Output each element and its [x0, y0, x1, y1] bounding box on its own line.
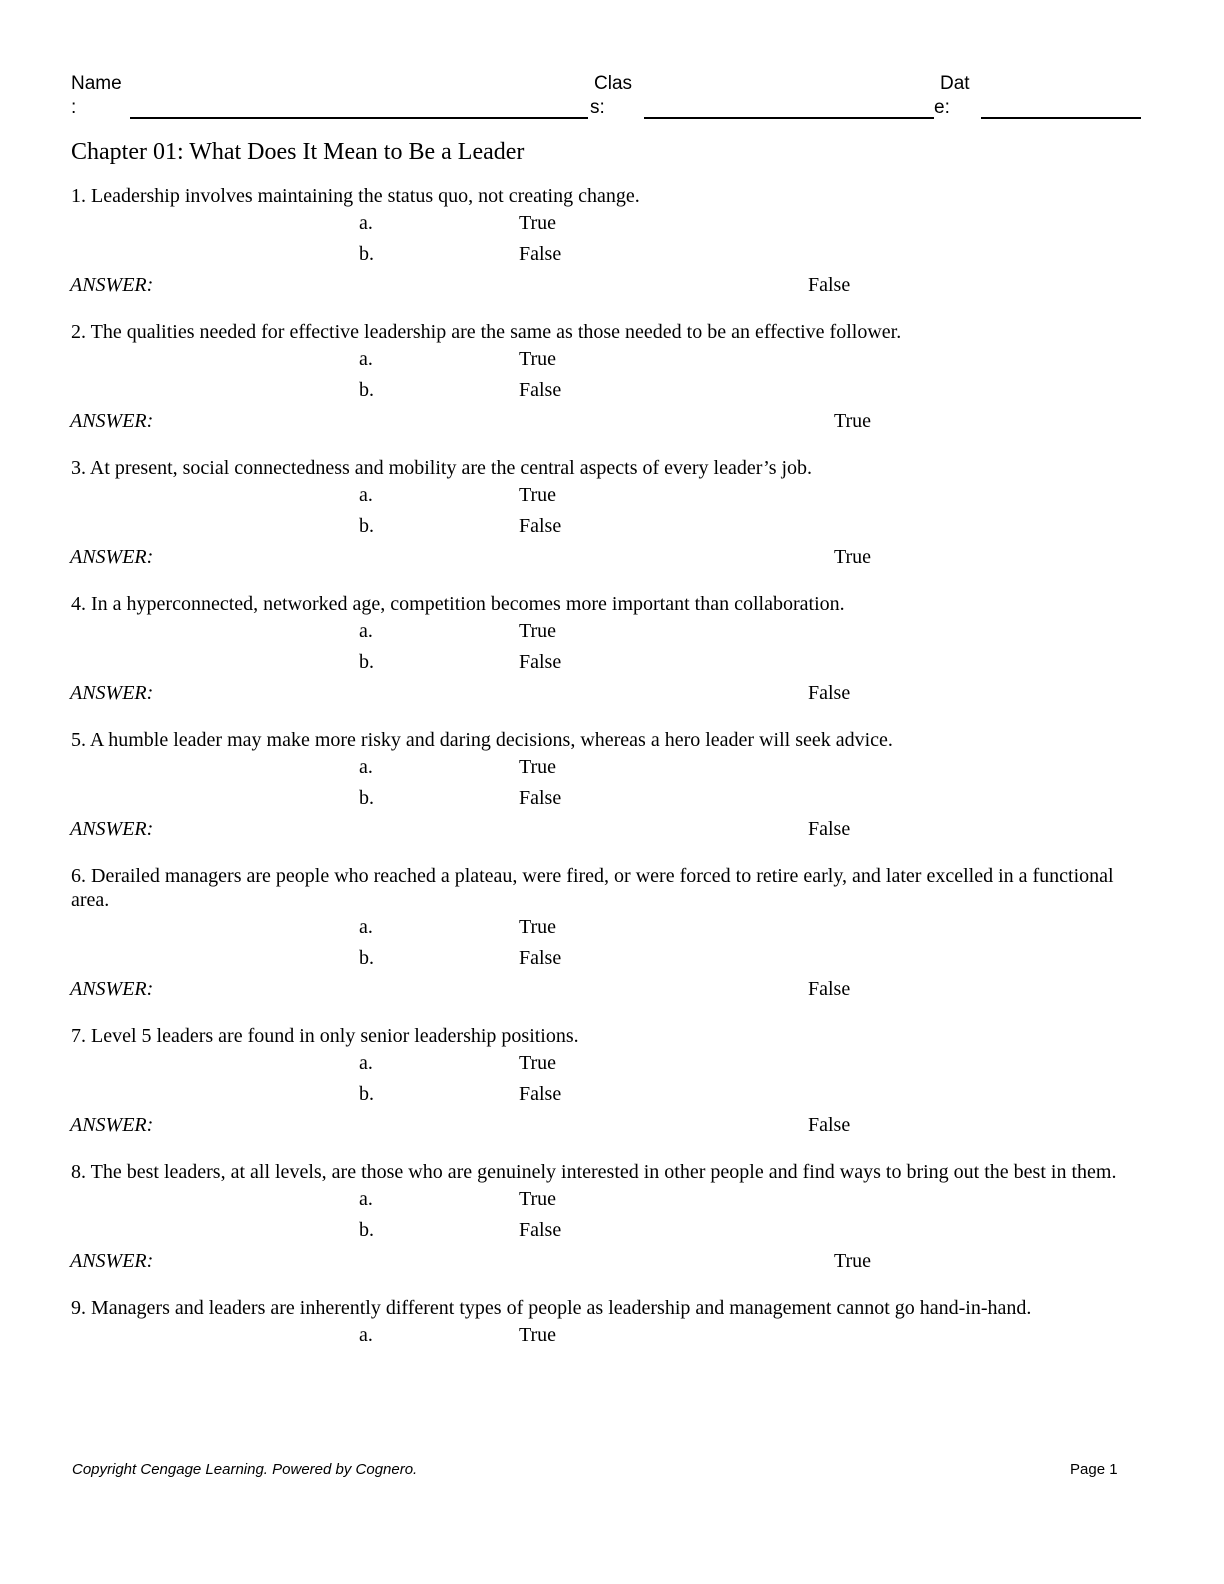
class-label-top: Clas — [594, 73, 633, 94]
footer-copyright: Copyright Cengage Learning. Powered by Cognero. — [72, 1461, 418, 1478]
option-text: False — [519, 1219, 562, 1241]
option-text: True — [519, 756, 557, 778]
answer-row — [0, 814, 1224, 845]
option-text: False — [519, 651, 562, 673]
name-label-top: Name — [71, 73, 122, 94]
answer-label: ANSWER: — [70, 410, 154, 432]
option-letter: a. — [359, 1324, 373, 1346]
answer-value: True — [834, 546, 872, 568]
question-stem: 5. A humble leader may make more risky and daring decisions, whereas a hero leader will seek advice. — [71, 729, 893, 751]
question-7 — [0, 1024, 1224, 1141]
question-stem: 8. The best leaders, at all levels, are those who are genuinely interested in other people and find ways to bring out the best in them. — [71, 1161, 1117, 1183]
option-text: True — [519, 1052, 557, 1074]
question-1 — [0, 184, 1224, 301]
option-text: True — [519, 484, 557, 506]
name-label-bottom: : — [71, 97, 77, 118]
footer-page-number: Page 1 — [1070, 1461, 1118, 1478]
option-letter: b. — [359, 515, 374, 537]
question-9 — [0, 1296, 1224, 1351]
question-stem: 2. The qualities needed for effective leadership are the same as those needed to be an effective follower. — [71, 321, 902, 343]
option-letter: a. — [359, 916, 373, 938]
question-2 — [0, 320, 1224, 437]
option-b[interactable] — [0, 511, 1224, 542]
option-text: True — [519, 916, 557, 938]
option-b[interactable] — [0, 375, 1224, 406]
option-text: False — [519, 379, 562, 401]
name-field-line[interactable] — [130, 117, 588, 119]
answer-label: ANSWER: — [70, 274, 154, 296]
option-b[interactable] — [0, 783, 1224, 814]
option-b[interactable] — [0, 647, 1224, 678]
answer-value: False — [808, 274, 851, 296]
option-a[interactable] — [0, 616, 1224, 647]
option-letter: b. — [359, 947, 374, 969]
question-stem: 7. Level 5 leaders are found in only senior leadership positions. — [71, 1025, 579, 1047]
answer-label: ANSWER: — [70, 1250, 154, 1272]
option-letter: a. — [359, 1188, 373, 1210]
question-8 — [0, 1160, 1224, 1277]
option-letter: b. — [359, 787, 374, 809]
question-stem: 4. In a hyperconnected, networked age, competition becomes more important than collaboration. — [71, 593, 845, 615]
question-stem: 9. Managers and leaders are inherently different types of people as leadership and management cannot go hand-in-hand. — [71, 1297, 1032, 1319]
answer-value: False — [808, 682, 851, 704]
option-letter: a. — [359, 348, 373, 370]
answer-label: ANSWER: — [70, 818, 154, 840]
option-letter: b. — [359, 243, 374, 265]
option-text: True — [519, 1188, 557, 1210]
option-letter: a. — [359, 756, 373, 778]
answer-label: ANSWER: — [70, 978, 154, 1000]
answer-label: ANSWER: — [70, 1114, 154, 1136]
option-a[interactable] — [0, 344, 1224, 375]
question-4 — [0, 592, 1224, 709]
answer-label: ANSWER: — [70, 682, 154, 704]
option-letter: b. — [359, 1083, 374, 1105]
option-letter: b. — [359, 379, 374, 401]
option-b[interactable] — [0, 943, 1224, 974]
answer-value: False — [808, 978, 851, 1000]
option-text: False — [519, 947, 562, 969]
answer-row — [0, 270, 1224, 301]
option-letter: a. — [359, 484, 373, 506]
answer-row — [0, 406, 1224, 437]
option-a[interactable] — [0, 752, 1224, 783]
option-text: False — [519, 1083, 562, 1105]
option-text: False — [519, 243, 562, 265]
option-a[interactable] — [0, 912, 1224, 943]
class-label-bottom: s: — [590, 97, 605, 118]
question-stem: 6. Derailed managers are people who reached a plateau, were fired, or were forced to retire early, and later excelled in a functional area. — [71, 865, 1114, 911]
option-a[interactable] — [0, 1048, 1224, 1079]
date-field-line[interactable] — [981, 117, 1141, 119]
option-a[interactable] — [0, 208, 1224, 239]
option-a[interactable] — [0, 480, 1224, 511]
option-letter: a. — [359, 212, 373, 234]
answer-value: True — [834, 1250, 872, 1272]
question-list — [0, 184, 1224, 1370]
option-a[interactable] — [0, 1320, 1224, 1351]
question-5 — [0, 728, 1224, 845]
date-label-bottom: e: — [934, 97, 950, 118]
option-b[interactable] — [0, 1079, 1224, 1110]
option-text: True — [519, 1324, 557, 1346]
option-b[interactable] — [0, 239, 1224, 270]
answer-label: ANSWER: — [70, 546, 154, 568]
option-text: False — [519, 515, 562, 537]
answer-row — [0, 1110, 1224, 1141]
answer-row — [0, 678, 1224, 709]
answer-row — [0, 1246, 1224, 1277]
answer-value: False — [808, 1114, 851, 1136]
question-6 — [0, 864, 1224, 1005]
answer-value: True — [834, 410, 872, 432]
class-field-line[interactable] — [644, 117, 934, 119]
option-letter: a. — [359, 620, 373, 642]
answer-row — [0, 542, 1224, 573]
option-text: False — [519, 787, 562, 809]
option-text: True — [519, 212, 557, 234]
chapter-title: Chapter 01: What Does It Mean to Be a Leader — [71, 139, 525, 165]
option-letter: b. — [359, 1219, 374, 1241]
question-stem: 1. Leadership involves maintaining the status quo, not creating change. — [71, 185, 640, 207]
answer-value: False — [808, 818, 851, 840]
question-3 — [0, 456, 1224, 573]
answer-row — [0, 974, 1224, 1005]
option-text: True — [519, 620, 557, 642]
question-stem: 3. At present, social connectedness and mobility are the central aspects of every leader’s job. — [71, 457, 813, 479]
option-a[interactable] — [0, 1184, 1224, 1215]
option-letter: a. — [359, 1052, 373, 1074]
option-b[interactable] — [0, 1215, 1224, 1246]
date-label-top: Dat — [940, 73, 970, 94]
option-letter: b. — [359, 651, 374, 673]
option-text: True — [519, 348, 557, 370]
